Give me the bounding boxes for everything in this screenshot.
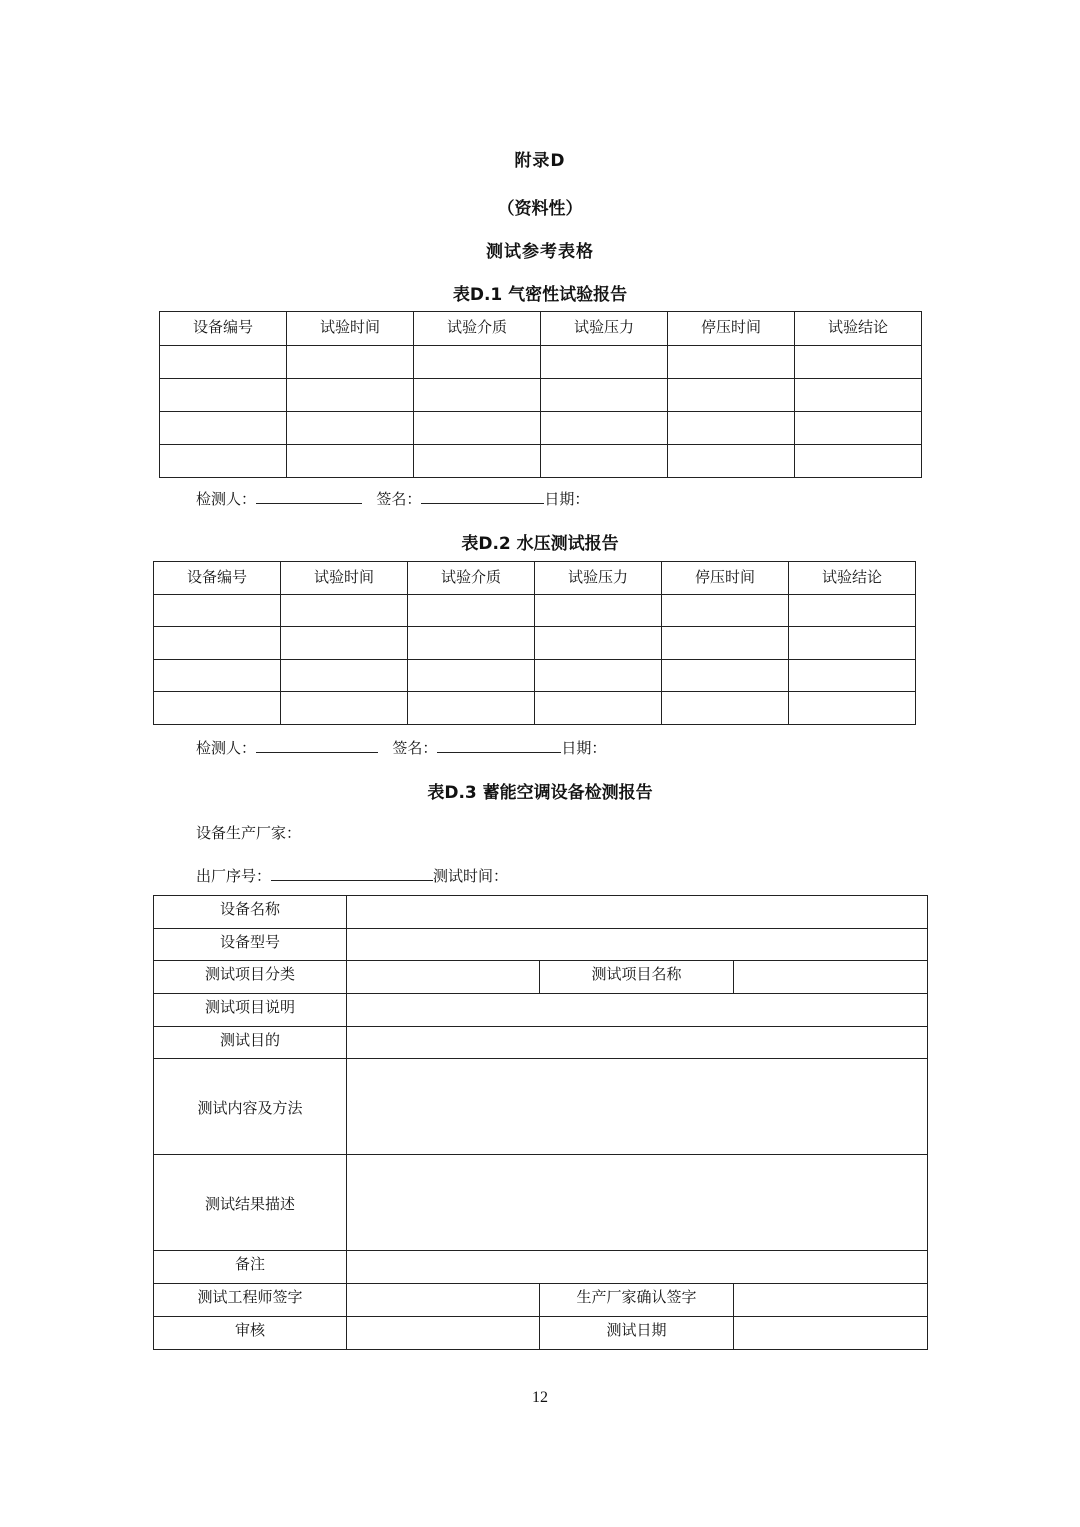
test-item-category-field[interactable]: [347, 961, 540, 994]
test-time-label: 测试时间：: [433, 867, 509, 885]
table-row: [154, 1027, 928, 1059]
date-label: 日期：: [544, 490, 590, 508]
page-number: 12: [532, 1389, 548, 1406]
appendix-title: 测试参考表格: [486, 242, 594, 262]
table-row: [154, 660, 916, 692]
inspector-label: 检测人：: [196, 739, 257, 757]
table-d2-col-equipment-id: 设备编号: [154, 562, 281, 595]
sign-label: 签名：: [392, 739, 438, 757]
table-cell[interactable]: [281, 692, 408, 725]
table-row: [154, 994, 928, 1027]
inspector-blank[interactable]: [256, 738, 378, 753]
test-result-description-field[interactable]: [347, 1155, 928, 1251]
remarks-field[interactable]: [347, 1251, 928, 1284]
serial-blank[interactable]: [271, 866, 433, 881]
table-cell[interactable]: [408, 692, 535, 725]
table-d1-col-test-medium: 试验介质: [414, 312, 541, 346]
table-cell[interactable]: [414, 346, 541, 379]
table-d1-col-hold-time: 停压时间: [668, 312, 795, 346]
test-item-name-label: 测试项目名称: [540, 961, 734, 994]
appendix-nature: （资料性）: [497, 199, 583, 219]
table-cell[interactable]: [541, 445, 668, 478]
table-cell[interactable]: [789, 692, 916, 725]
table-cell[interactable]: [795, 379, 922, 412]
table-cell[interactable]: [414, 445, 541, 478]
test-item-description-field[interactable]: [347, 994, 928, 1027]
table-row: [154, 1251, 928, 1284]
table-cell[interactable]: [668, 412, 795, 445]
table-cell[interactable]: [160, 445, 287, 478]
table-d2-col-test-pressure: 试验压力: [535, 562, 662, 595]
equipment-name-label: 设备名称: [154, 896, 347, 929]
table-row: [154, 595, 916, 627]
table-cell[interactable]: [668, 445, 795, 478]
test-result-description-label: 测试结果描述: [154, 1155, 347, 1251]
test-item-category-label: 测试项目分类: [154, 961, 347, 994]
test-content-method-label: 测试内容及方法: [154, 1059, 347, 1155]
table-d2-caption: 表D.2 水压测试报告: [461, 534, 619, 554]
table-d2-signature-line: [196, 737, 606, 758]
table-cell[interactable]: [795, 346, 922, 379]
table-d3-equipment-report: [153, 895, 928, 1350]
table-cell[interactable]: [287, 346, 414, 379]
equipment-model-label: 设备型号: [154, 929, 347, 961]
table-cell[interactable]: [154, 660, 281, 692]
table-cell[interactable]: [287, 379, 414, 412]
test-purpose-field[interactable]: [347, 1027, 928, 1059]
table-cell[interactable]: [281, 660, 408, 692]
table-d2-col-test-medium: 试验介质: [408, 562, 535, 595]
table-cell[interactable]: [662, 660, 789, 692]
table-cell[interactable]: [789, 595, 916, 627]
table-cell[interactable]: [535, 692, 662, 725]
equipment-model-field[interactable]: [347, 929, 928, 961]
manufacturer-line: [196, 822, 301, 843]
table-row: [154, 1284, 928, 1317]
test-date-label: 测试日期: [540, 1317, 734, 1350]
table-cell[interactable]: [408, 660, 535, 692]
test-item-description-label: 测试项目说明: [154, 994, 347, 1027]
table-d1-signature-line: [196, 488, 589, 509]
review-label: 审核: [154, 1317, 347, 1350]
table-cell[interactable]: [662, 627, 789, 660]
date-label: 日期：: [561, 739, 607, 757]
serial-line: [196, 865, 508, 886]
table-cell[interactable]: [668, 379, 795, 412]
sign-blank[interactable]: [421, 489, 544, 504]
sign-blank[interactable]: [437, 738, 561, 753]
table-d2-col-hold-time: 停压时间: [662, 562, 789, 595]
table-cell[interactable]: [535, 660, 662, 692]
engineer-signature-label: 测试工程师签字: [154, 1284, 347, 1317]
table-cell[interactable]: [668, 346, 795, 379]
inspector-blank[interactable]: [256, 489, 362, 504]
serial-label: 出厂序号：: [196, 867, 272, 885]
table-cell[interactable]: [789, 660, 916, 692]
table-cell[interactable]: [795, 412, 922, 445]
table-d2-hydrostatic: [153, 561, 916, 725]
appendix-heading: 附录D: [514, 151, 566, 171]
table-cell[interactable]: [662, 692, 789, 725]
table-row: [154, 692, 916, 725]
manufacturer-confirmation-label: 生产厂家确认签字: [540, 1284, 734, 1317]
table-cell[interactable]: [154, 692, 281, 725]
test-item-name-field[interactable]: [734, 961, 928, 994]
table-row: [160, 412, 922, 445]
inspector-label: 检测人：: [196, 490, 257, 508]
table-row: [160, 346, 922, 379]
equipment-name-field[interactable]: [347, 896, 928, 929]
table-cell[interactable]: [541, 412, 668, 445]
test-date-field[interactable]: [734, 1317, 928, 1350]
table-cell[interactable]: [281, 595, 408, 627]
table-row: [154, 961, 928, 994]
table-d1-col-conclusion: 试验结论: [795, 312, 922, 346]
sign-label: 签名：: [376, 490, 422, 508]
remarks-label: 备注: [154, 1251, 347, 1284]
table-cell[interactable]: [414, 379, 541, 412]
table-cell[interactable]: [414, 412, 541, 445]
table-cell[interactable]: [789, 627, 916, 660]
table-cell[interactable]: [408, 595, 535, 627]
table-row: [154, 1317, 928, 1350]
table-row: [154, 627, 916, 660]
table-cell[interactable]: [541, 379, 668, 412]
table-row: [154, 1059, 928, 1155]
test-purpose-label: 测试目的: [154, 1027, 347, 1059]
table-d1-header-row: [160, 312, 922, 346]
table-d1-airtightness: [159, 311, 922, 478]
table-cell[interactable]: [154, 595, 281, 627]
test-content-method-field[interactable]: [347, 1059, 928, 1155]
table-d2-col-conclusion: 试验结论: [789, 562, 916, 595]
table-cell[interactable]: [662, 595, 789, 627]
table-d1-col-equipment-id: 设备编号: [160, 312, 287, 346]
table-cell[interactable]: [287, 445, 414, 478]
review-field[interactable]: [347, 1317, 540, 1350]
table-cell[interactable]: [541, 346, 668, 379]
manufacturer-confirmation-field[interactable]: [734, 1284, 928, 1317]
table-row: [154, 929, 928, 961]
table-cell[interactable]: [287, 412, 414, 445]
table-d1-col-test-time: 试验时间: [287, 312, 414, 346]
table-d1-caption: 表D.1 气密性试验报告: [452, 285, 628, 305]
table-cell[interactable]: [160, 346, 287, 379]
engineer-signature-field[interactable]: [347, 1284, 540, 1317]
table-cell[interactable]: [160, 412, 287, 445]
table-d2-header-row: [154, 562, 916, 595]
table-cell[interactable]: [408, 627, 535, 660]
table-row: [154, 896, 928, 929]
table-cell[interactable]: [535, 627, 662, 660]
table-d1-col-test-pressure: 试验压力: [541, 312, 668, 346]
table-d2-col-test-time: 试验时间: [281, 562, 408, 595]
table-cell[interactable]: [154, 627, 281, 660]
table-d3-caption: 表D.3 蓄能空调设备检测报告: [427, 783, 653, 803]
table-row: [160, 445, 922, 478]
table-cell[interactable]: [535, 595, 662, 627]
table-cell[interactable]: [281, 627, 408, 660]
table-row: [154, 1155, 928, 1251]
table-cell[interactable]: [795, 445, 922, 478]
table-cell[interactable]: [160, 379, 287, 412]
manufacturer-label: 设备生产厂家：: [196, 824, 302, 842]
table-row: [160, 379, 922, 412]
